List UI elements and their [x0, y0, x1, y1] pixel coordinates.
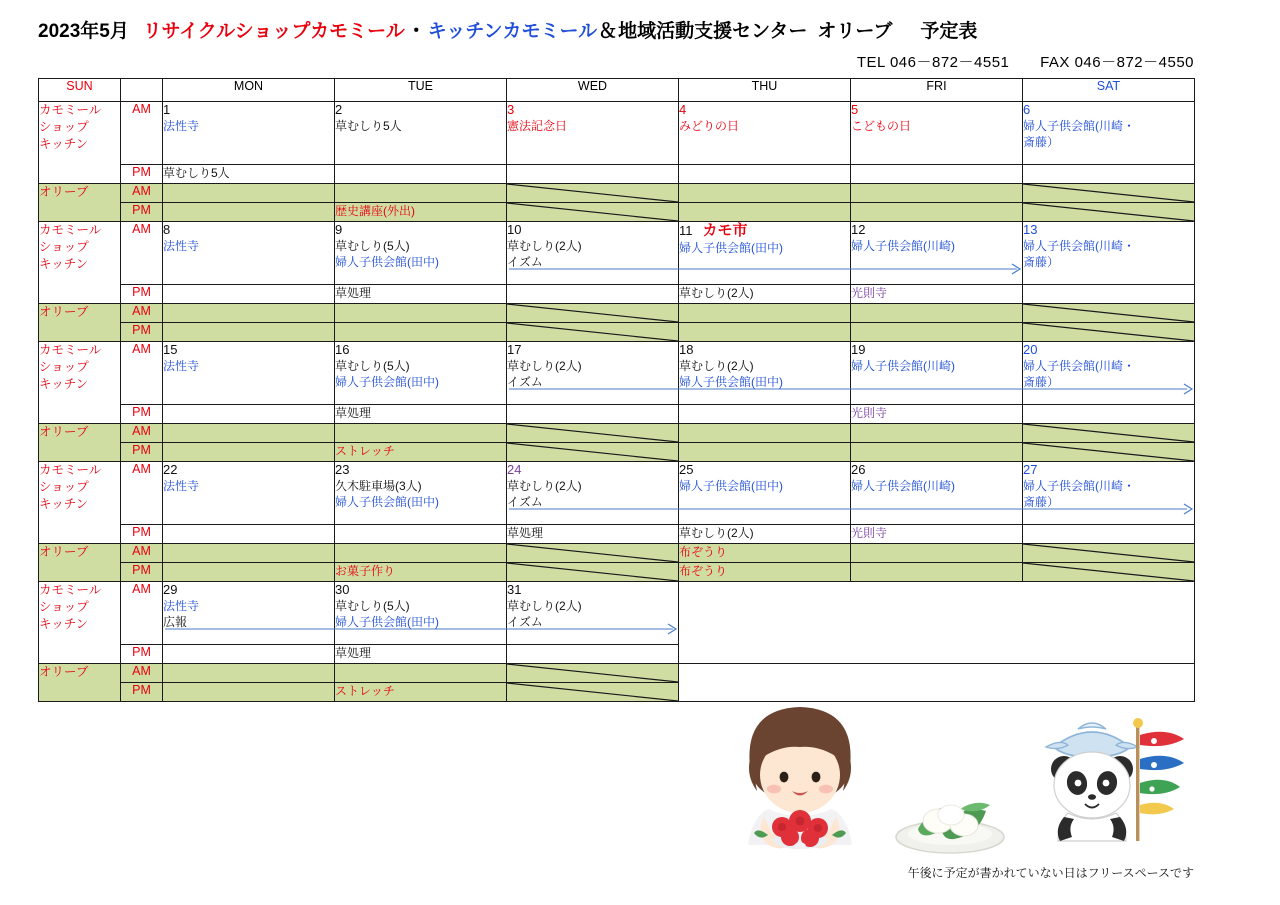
row-label-olive: オリーブ: [39, 304, 121, 342]
olive-pm-row: [39, 563, 1195, 582]
calendar-cell-pm[interactable]: [335, 405, 507, 424]
row-label-olive: オリーブ: [39, 544, 121, 582]
event-text: 法性寺: [163, 358, 200, 373]
olive-cell-pm[interactable]: [163, 203, 335, 222]
day-number: 26: [851, 462, 866, 477]
olive-cell-pm[interactable]: [507, 683, 679, 702]
calendar-cell-pm[interactable]: [335, 285, 507, 304]
olive-cell-pm[interactable]: [679, 323, 851, 342]
column-header-thu: THU: [679, 79, 851, 102]
fax-number: FAX 046－872－4550: [1040, 54, 1194, 71]
olive-cell-am[interactable]: [335, 424, 507, 443]
calendar-cell-pm[interactable]: [163, 525, 335, 544]
olive-cell-pm[interactable]: [163, 443, 335, 462]
event-text: イズム: [507, 375, 543, 390]
column-header-fri: FRI: [851, 79, 1023, 102]
column-header-sun: SUN: [39, 79, 121, 102]
olive-cell-am[interactable]: [335, 304, 507, 323]
title-ampersand: ＆: [598, 21, 618, 42]
olive-cell-am[interactable]: [163, 424, 335, 443]
event-text: 婦人子供会館(田中): [335, 495, 439, 510]
row-label-line3: キッチン: [39, 616, 89, 631]
event-text: 草むしり(2人): [679, 358, 754, 373]
kamomile-pm-row: [39, 525, 1195, 544]
event-text: 草むしり(2人): [679, 526, 754, 540]
calendar-cell-pm[interactable]: [507, 405, 679, 424]
event-text: 婦人子供会館(田中): [679, 478, 783, 493]
row-label-line2: ショップ: [39, 479, 89, 494]
calendar-cell-am[interactable]: [679, 222, 851, 285]
day-number: 4: [679, 102, 687, 117]
event-text: 婦人子供会館(川崎): [851, 478, 955, 493]
event-text: こどもの日: [851, 118, 912, 133]
title-separator: ・: [406, 21, 426, 42]
row-label-olive: オリーブ: [39, 184, 121, 222]
page-title: [0, 0, 1280, 43]
olive-cell-pm[interactable]: [507, 203, 679, 222]
calendar-cell-pm[interactable]: [163, 285, 335, 304]
olive-cell-am[interactable]: [1023, 424, 1195, 443]
kamomile-am-row: [39, 462, 1195, 525]
calendar-cell-am[interactable]: [1023, 342, 1195, 405]
calendar-cell-pm[interactable]: [507, 165, 679, 184]
olive-cell-am[interactable]: [335, 184, 507, 203]
event-text: 広報: [163, 615, 188, 630]
illustration-cell: [679, 664, 1195, 702]
event-text: 斎藤）: [1023, 495, 1060, 510]
calendar-cell-pm[interactable]: [679, 525, 851, 544]
event-text: 法性寺: [163, 598, 200, 613]
event-text: 草むしり(2人): [507, 358, 582, 373]
ampm-label-pm: PM: [121, 683, 163, 702]
event-text: 婦人子供会館(川崎・: [1023, 238, 1135, 253]
olive-cell-pm[interactable]: [851, 203, 1023, 222]
olive-cell-am[interactable]: [507, 184, 679, 203]
calendar-cell-am[interactable]: [851, 462, 1023, 525]
kamomile-pm-row: [39, 405, 1195, 424]
calendar-cell-am[interactable]: [335, 462, 507, 525]
contact-info: [0, 43, 1280, 78]
day-number: 16: [335, 342, 350, 357]
ampm-label-pm: PM: [121, 165, 163, 184]
olive-cell-am[interactable]: [1023, 544, 1195, 563]
olive-cell-pm[interactable]: [335, 563, 507, 582]
row-label-line2: ショップ: [39, 239, 89, 254]
day-number: 1: [163, 102, 171, 117]
event-text: 婦人子供会館(川崎・: [1023, 358, 1135, 373]
calendar-cell-am[interactable]: [507, 582, 679, 645]
calendar-cell-am[interactable]: [163, 462, 335, 525]
olive-cell-pm[interactable]: [1023, 443, 1195, 462]
calendar-cell-am[interactable]: [163, 222, 335, 285]
row-label-line1: カモミール: [39, 583, 102, 597]
event-text: 草むしり(2人): [507, 238, 582, 253]
event-text: 婦人子供会館(田中): [335, 615, 439, 630]
calendar-cell-am[interactable]: [851, 222, 1023, 285]
title-kitchen-name: キッチンカモミール: [427, 21, 598, 42]
olive-cell-pm[interactable]: [335, 443, 507, 462]
event-text: 婦人子供会館(田中): [335, 375, 439, 390]
footnote-text: 午後に予定が書かれていない日はフリースペースです: [907, 866, 1194, 880]
day-number: 25: [679, 462, 694, 477]
calendar-cell-am[interactable]: [679, 462, 851, 525]
ampm-label-am: AM: [121, 462, 163, 525]
ampm-label-pm: PM: [121, 203, 163, 222]
event-text: 光則寺: [851, 286, 888, 300]
event-text: 光則寺: [851, 406, 888, 420]
day-number: 29: [163, 582, 178, 597]
olive-cell-am[interactable]: [335, 544, 507, 563]
carnation-bouquet-illustration: [738, 707, 862, 853]
olive-am-row: [39, 424, 1195, 443]
olive-cell-pm[interactable]: [851, 563, 1023, 582]
olive-cell-am[interactable]: [507, 544, 679, 563]
olive-cell-am[interactable]: [507, 304, 679, 323]
row-label-line2: ショップ: [39, 599, 89, 614]
day-number: 2: [335, 102, 343, 117]
olive-cell-pm[interactable]: [679, 563, 851, 582]
olive-cell-am[interactable]: [679, 544, 851, 563]
calendar-cell-am[interactable]: [851, 102, 1023, 165]
calendar-cell-am[interactable]: [1023, 222, 1195, 285]
calendar-cell-pm[interactable]: [335, 525, 507, 544]
event-text: 布ぞうり: [679, 545, 728, 559]
olive-cell-pm[interactable]: [507, 323, 679, 342]
calendar-cell-pm[interactable]: [851, 405, 1023, 424]
event-text: 光則寺: [851, 526, 888, 540]
day-number: 27: [1023, 462, 1038, 477]
olive-pm-row: [39, 323, 1195, 342]
day-number: 6: [1023, 102, 1031, 117]
calendar-cell-pm[interactable]: [1023, 165, 1195, 184]
title-schedule: 予定表: [920, 21, 978, 42]
day-number: 3: [507, 102, 515, 117]
ampm-label-am: AM: [121, 544, 163, 563]
olive-cell-am[interactable]: [163, 544, 335, 563]
telephone-number: TEL 046－872－4551: [856, 54, 1010, 71]
olive-cell-pm[interactable]: [679, 443, 851, 462]
kamomile-am-row: [39, 102, 1195, 165]
calendar-cell-pm[interactable]: [163, 405, 335, 424]
calendar-cell-am[interactable]: [507, 222, 679, 285]
event-text: 草処理: [335, 646, 372, 660]
event-text: 草むしり5人: [335, 118, 402, 133]
ampm-label-am: AM: [121, 582, 163, 645]
event-text: お菓子作り: [335, 564, 396, 578]
olive-am-row: [39, 304, 1195, 323]
panda-koinobori-illustration: [1046, 718, 1184, 841]
row-label-kamomile: [39, 222, 121, 304]
day-number: 15: [163, 342, 178, 357]
day-number: 20: [1023, 342, 1038, 357]
row-label-line1: カモミール: [39, 223, 102, 237]
olive-am-row: [39, 184, 1195, 203]
ampm-label-am: AM: [121, 222, 163, 285]
kashiwamochi-illustration: [896, 803, 1004, 853]
row-label-line3: キッチン: [39, 256, 89, 271]
calendar-cell-am[interactable]: [507, 462, 679, 525]
event-text: 草処理: [507, 526, 544, 540]
calendar-cell-pm[interactable]: [679, 285, 851, 304]
calendar-cell-pm[interactable]: [1023, 525, 1195, 544]
olive-cell-am[interactable]: [335, 664, 507, 683]
event-text: 草むしり5人: [163, 166, 230, 180]
event-text: イズム: [507, 615, 543, 630]
kamomile-pm-row: [39, 165, 1195, 184]
olive-cell-am[interactable]: [163, 184, 335, 203]
olive-cell-am[interactable]: [851, 304, 1023, 323]
ampm-label-pm: PM: [121, 323, 163, 342]
event-badge-kamoichi: カモ市: [702, 222, 748, 239]
event-text: 草むしり(5人): [335, 238, 410, 253]
illustration-group: [702, 689, 1194, 857]
day-number: 13: [1023, 222, 1038, 237]
day-number: 18: [679, 342, 694, 357]
ampm-label-pm: PM: [121, 645, 163, 664]
event-text: 草むしり(2人): [679, 286, 754, 300]
calendar-cell-pm[interactable]: [335, 165, 507, 184]
olive-cell-am[interactable]: [851, 544, 1023, 563]
row-label-line2: ショップ: [39, 359, 89, 374]
calendar-cell-am[interactable]: [335, 342, 507, 405]
row-label-kamomile: [39, 462, 121, 544]
ampm-label-pm: PM: [121, 443, 163, 462]
ampm-label-am: AM: [121, 342, 163, 405]
row-label-line3: キッチン: [39, 496, 89, 511]
calendar-cell-pm[interactable]: [507, 525, 679, 544]
event-text: 斎藤）: [1023, 255, 1060, 270]
olive-cell-pm[interactable]: [163, 563, 335, 582]
olive-cell-am[interactable]: [507, 424, 679, 443]
event-text: 久木駐車場(3人): [335, 478, 422, 493]
day-number: 5: [851, 102, 859, 117]
ampm-label-am: AM: [121, 304, 163, 323]
title-center-name: 地域活動支援センター: [618, 21, 808, 42]
olive-cell-am[interactable]: [163, 664, 335, 683]
olive-cell-pm[interactable]: [851, 323, 1023, 342]
event-text: 斎藤）: [1023, 135, 1060, 150]
olive-cell-am[interactable]: [679, 304, 851, 323]
olive-cell-am[interactable]: [163, 304, 335, 323]
row-label-line1: カモミール: [39, 103, 102, 117]
olive-cell-pm[interactable]: [679, 203, 851, 222]
kamomile-am-row: [39, 342, 1195, 405]
calendar-cell-pm[interactable]: [507, 285, 679, 304]
event-text: イズム: [507, 255, 543, 270]
kamomile-am-row: [39, 222, 1195, 285]
column-header-wed: WED: [507, 79, 679, 102]
olive-cell-pm[interactable]: [1023, 323, 1195, 342]
day-number: 30: [335, 582, 350, 597]
column-header-sat: SAT: [1023, 79, 1195, 102]
calendar-cell-pm[interactable]: [1023, 285, 1195, 304]
event-text: 法性寺: [163, 478, 200, 493]
day-number: 8: [163, 222, 171, 237]
day-number: 23: [335, 462, 350, 477]
row-label-kamomile: [39, 342, 121, 424]
olive-cell-am[interactable]: [1023, 184, 1195, 203]
event-text: 法性寺: [163, 238, 200, 253]
olive-cell-pm[interactable]: [507, 443, 679, 462]
kamomile-am-row: [39, 582, 1195, 645]
kamomile-pm-row: [39, 285, 1195, 304]
olive-cell-pm[interactable]: [163, 683, 335, 702]
event-text: 婦人子供会館(川崎・: [1023, 478, 1135, 493]
ampm-label-am: AM: [121, 102, 163, 165]
olive-cell-pm[interactable]: [507, 563, 679, 582]
event-text: 婦人子供会館(川崎): [851, 238, 955, 253]
olive-cell-pm[interactable]: [335, 203, 507, 222]
row-label-olive: オリーブ: [39, 664, 121, 702]
day-number: 22: [163, 462, 178, 477]
calendar-cell-am[interactable]: [335, 222, 507, 285]
column-header-tue: TUE: [335, 79, 507, 102]
event-text: みどりの日: [679, 118, 740, 133]
calendar-cell-am[interactable]: [1023, 102, 1195, 165]
event-text: 法性寺: [163, 118, 200, 133]
event-text: ストレッチ: [335, 444, 395, 458]
calendar-cell-pm[interactable]: [163, 645, 335, 664]
calendar-cell-am[interactable]: [163, 102, 335, 165]
row-label-line3: キッチン: [39, 376, 89, 391]
olive-am-row: [39, 664, 1195, 683]
ampm-label-am: AM: [121, 664, 163, 683]
row-label-line3: キッチン: [39, 136, 89, 151]
calendar-cell-pm[interactable]: [851, 525, 1023, 544]
olive-cell-am[interactable]: [507, 664, 679, 683]
calendar-cell-am[interactable]: [507, 342, 679, 405]
event-text: 婦人子供会館(川崎): [851, 358, 955, 373]
row-label-line1: カモミール: [39, 343, 102, 357]
ampm-label-pm: PM: [121, 563, 163, 582]
event-text: 草処理: [335, 286, 372, 300]
row-label-line1: カモミール: [39, 463, 102, 477]
event-text: 歴史講座(外出): [335, 204, 415, 218]
calendar-cell-am[interactable]: [679, 102, 851, 165]
olive-cell-pm[interactable]: [335, 323, 507, 342]
day-number: 11 カモ市: [679, 222, 748, 239]
ampm-label-am: AM: [121, 424, 163, 443]
event-text: 婦人子供会館(川崎・: [1023, 118, 1135, 133]
event-text: 草処理: [335, 406, 372, 420]
olive-cell-pm[interactable]: [851, 443, 1023, 462]
row-label-kamomile: [39, 102, 121, 184]
ampm-label-pm: PM: [121, 405, 163, 424]
olive-cell-pm[interactable]: [1023, 563, 1195, 582]
olive-cell-am[interactable]: [679, 424, 851, 443]
ampm-label-pm: PM: [121, 525, 163, 544]
calendar-cell-pm[interactable]: [851, 165, 1023, 184]
calendar-cell-am[interactable]: [163, 342, 335, 405]
day-number: 12: [851, 222, 866, 237]
event-text: 婦人子供会館(田中): [679, 241, 783, 255]
olive-cell-am[interactable]: [851, 424, 1023, 443]
olive-am-row: [39, 544, 1195, 563]
calendar-cell-pm[interactable]: [335, 645, 507, 664]
event-text: 婦人子供会館(田中): [679, 375, 783, 390]
olive-pm-row: [39, 203, 1195, 222]
calendar-cell-am[interactable]: [851, 342, 1023, 405]
calendar-cell-pm[interactable]: [507, 645, 679, 664]
row-label-line2: ショップ: [39, 119, 89, 134]
table-header-row: [39, 79, 1195, 102]
row-label-kamomile: [39, 582, 121, 664]
calendar-cell-pm[interactable]: [1023, 405, 1195, 424]
olive-cell-am[interactable]: [1023, 304, 1195, 323]
row-label-olive: オリーブ: [39, 424, 121, 462]
event-text: 憲法記念日: [507, 118, 568, 133]
event-text: 婦人子供会館(田中): [335, 255, 439, 270]
day-number: 24: [507, 462, 522, 477]
event-text: 草むしり(2人): [507, 478, 582, 493]
title-shop-name: リサイクルショップカモミール: [142, 21, 405, 42]
olive-cell-pm[interactable]: [163, 323, 335, 342]
calendar-cell-pm[interactable]: [679, 405, 851, 424]
calendar-cell-am[interactable]: [507, 102, 679, 165]
title-olive: オリーブ: [817, 21, 893, 42]
ampm-label-pm: PM: [121, 285, 163, 304]
calendar-cell-pm[interactable]: [851, 285, 1023, 304]
calendar-cell-pm[interactable]: [679, 165, 851, 184]
calendar-cell-am[interactable]: [679, 342, 851, 405]
day-number: 9: [335, 222, 343, 237]
olive-cell-pm[interactable]: [335, 683, 507, 702]
event-text: 草むしり(5人): [335, 598, 410, 613]
event-text: 布ぞうり: [679, 564, 728, 578]
day-number: 19: [851, 342, 866, 357]
calendar-cell-am[interactable]: [335, 582, 507, 645]
day-number: 31: [507, 582, 522, 597]
calendar-cell-am[interactable]: [335, 102, 507, 165]
event-text: 草むしり(5人): [335, 358, 410, 373]
event-text: 草むしり(2人): [507, 598, 582, 613]
day-number: 10: [507, 222, 522, 237]
event-text: ストレッチ: [335, 684, 395, 698]
olive-cell-am[interactable]: [679, 184, 851, 203]
ampm-label-am: AM: [121, 184, 163, 203]
column-header-mon: MON: [163, 79, 335, 102]
event-text: 斎藤）: [1023, 375, 1060, 390]
olive-cell-am[interactable]: [851, 184, 1023, 203]
calendar-table: [38, 78, 1195, 702]
calendar-cell-am[interactable]: [163, 582, 335, 645]
title-month: 2023年5月: [38, 21, 129, 42]
olive-cell-pm[interactable]: [1023, 203, 1195, 222]
illustration-cell: [679, 582, 1195, 664]
day-number: 17: [507, 342, 522, 357]
calendar-cell-pm[interactable]: [163, 165, 335, 184]
calendar-cell-am[interactable]: [1023, 462, 1195, 525]
column-header-blank: [121, 79, 163, 102]
olive-pm-row: [39, 443, 1195, 462]
event-text: イズム: [507, 495, 543, 510]
